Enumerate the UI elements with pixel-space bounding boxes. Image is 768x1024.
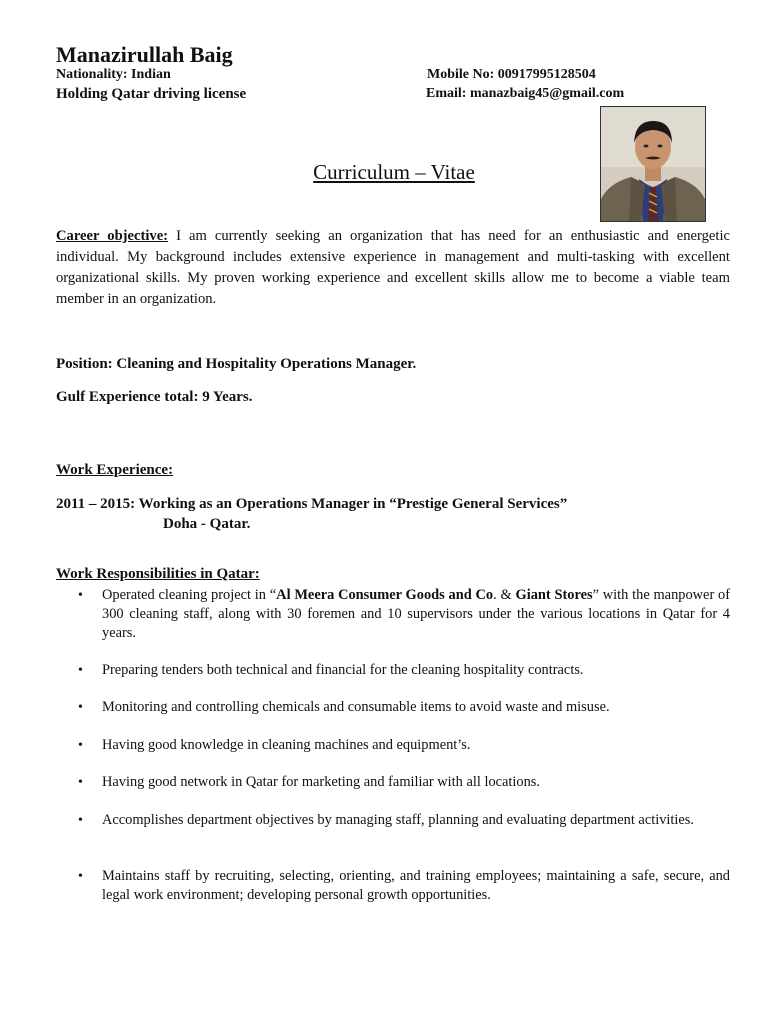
career-objective: [56, 226, 730, 310]
job-entry: 2011 – 2015: Working as an Operations Manager in “Prestige General Services”: [56, 496, 568, 512]
career-objective-text: I am currently seeking an organization that has need for an enthusiastic and energetic individual. My background includes extensive experience in management and multi-tasking with excellent organizational skills. My proven working experience and excellent skills allow me to become a viable team member in an organization.: [56, 228, 730, 307]
bullet-icon: •: [78, 700, 83, 715]
list-item: [78, 867, 730, 905]
text-fragment: . &: [493, 587, 516, 603]
list-item-text: [102, 586, 730, 643]
list-item: [78, 586, 730, 643]
work-experience-heading: Work Experience:: [56, 462, 174, 478]
list-item-text: Having good knowledge in cleaning machines and equipment’s.: [102, 737, 471, 753]
list-item: [78, 811, 730, 830]
text-fragment: ” with the manpower of 300 cleaning staff, along with 30 foremen and 10 supervisors under the various locations in Qatar for 4 years.: [102, 587, 731, 641]
bullet-icon: •: [78, 588, 83, 603]
list-item: [78, 773, 730, 792]
career-objective-label: Career objective:: [56, 228, 169, 244]
mobile-number: Mobile No: 00917995128504: [427, 67, 596, 82]
list-item-text: Monitoring and controlling chemicals and consumable items to avoid waste and misuse.: [102, 699, 610, 715]
list-item: [78, 736, 730, 755]
list-item-text: Accomplishes department objectives by managing staff, planning and evaluating department activities.: [102, 812, 694, 828]
position: Position: Cleaning and Hospitality Operations Manager.: [56, 356, 417, 372]
bullet-icon: •: [78, 813, 83, 828]
list-item-text: Maintains staff by recruiting, selecting, orienting, and training employees; maintaining a safe, secure, and legal work environment; developing personal growth opportunities.: [102, 868, 730, 903]
client-name: Al Meera Consumer Goods and Co: [276, 587, 494, 603]
text-fragment: Operated cleaning project in “: [102, 587, 277, 603]
gulf-experience: Gulf Experience total: 9 Years.: [56, 389, 253, 405]
nationality: Nationality: Indian: [56, 67, 171, 82]
email-address: Email: manazbaig45@gmail.com: [426, 86, 625, 101]
responsibilities-heading: Work Responsibilities in Qatar:: [56, 566, 260, 582]
list-item-text: Preparing tenders both technical and financial for the cleaning hospitality contracts.: [102, 662, 584, 678]
list-item: [78, 661, 730, 680]
bullet-icon: •: [78, 775, 83, 790]
list-item-text: Having good network in Qatar for marketing and familiar with all locations.: [102, 774, 540, 790]
driving-license: Holding Qatar driving license: [56, 86, 247, 102]
list-item: [78, 698, 730, 717]
document-title: Curriculum – Vitae: [313, 160, 475, 184]
job-location: Doha - Qatar.: [163, 516, 251, 532]
bullet-icon: •: [78, 869, 83, 884]
bullet-icon: •: [78, 738, 83, 753]
client-name: Giant Stores: [515, 587, 593, 603]
candidate-name: Manazirullah Baig: [56, 42, 233, 67]
bullet-icon: •: [78, 663, 83, 678]
